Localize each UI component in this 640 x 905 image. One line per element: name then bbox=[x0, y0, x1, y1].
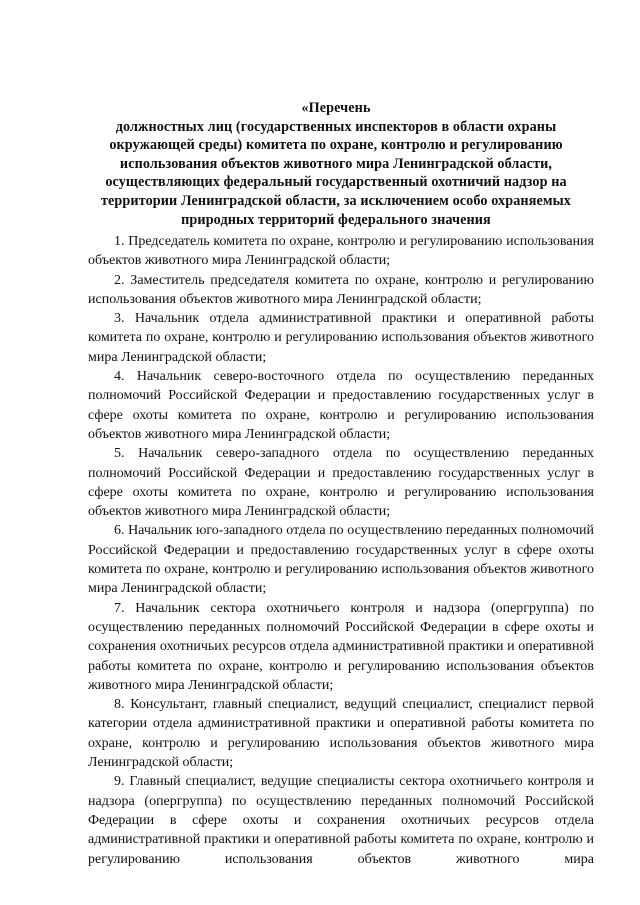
list-item-9: 9. Главный специалист, ведущие специалисты сектора охотничьего контроля и надзора (опергруппа) по осуществлению переданных полномочий Российской Федерации в сфере охоты и сохранения охотничьих ресурсов отдела административной практики и оперативной работы комитета по охране, контролю и регулированию использования объектов животного мира bbox=[88, 774, 594, 867]
list-item-8: 8. Консультант, главный специалист, ведущий специалист, специалист первой категории отдела административной практики и оперативной работы комитета по охране, контролю и регулированию использования объектов животного мира Ленинградской области; bbox=[88, 697, 594, 771]
list-item-3: 3. Начальник отдела административной практики и оперативной работы комитета по охране, контролю и регулированию использования объектов животного мира Ленинградской области; bbox=[88, 311, 594, 365]
heading-line-7: природных территорий федерального значения bbox=[181, 211, 491, 228]
list-item-6: 6. Начальник юго-западного отдела по осуществлению переданных полномочий Российской Федерации и предоставлению государственных услуг в сфере охоты комитета по охране, контролю и регулированию использования объектов животного мира Ленинградской области; bbox=[88, 523, 594, 597]
heading-line-5: осуществляющих федеральный государственный охотничий надзор на bbox=[105, 174, 567, 191]
list-item-5: 5. Начальник северо-западного отдела по осуществлению переданных полномочий Российской Федерации и предоставлению государственных услуг в сфере охоты комитета по охране, контролю и регулированию использования объектов животного мира Ленинградской области; bbox=[88, 446, 594, 520]
heading-line-6: территории Ленинградской области, за исключением особо охраняемых bbox=[100, 192, 572, 209]
list-item-7: 7. Начальник сектора охотничьего контроля и надзора (опергруппа) по осуществлению переданных полномочий Российской Федерации в сфере охоты и сохранения охотничьих ресурсов отдела административной практики и оперативной работы комитета по охране, контролю и регулированию использования объектов животного мира Ленинградской области; bbox=[88, 600, 594, 693]
document-heading bbox=[96, 99, 576, 229]
heading-line-3: окружающей среды) комитета по охране, контролю и регулированию bbox=[109, 137, 563, 154]
list-item-4: 4. Начальник северо-восточного отдела по осуществлению переданных полномочий Российской Федерации и предоставлению государственных услуг в сфере охоты комитета по охране, контролю и регулированию использования объектов животного мира Ленинградской области; bbox=[88, 369, 594, 442]
list-item-2: 2. Заместитель председателя комитета по охране, контролю и регулированию использования объектов животного мира Ленинградской области; bbox=[88, 272, 594, 307]
document-body bbox=[88, 232, 594, 869]
heading-line-4: использования объектов животного мира Ленинградской области, bbox=[119, 155, 553, 172]
heading-line-2: должностных лиц (государственных инспекторов в области охраны bbox=[115, 118, 557, 135]
list-item-1: 1. Председатель комитета по охране, контролю и регулированию использования объектов животного мира Ленинградской области; bbox=[88, 234, 594, 269]
heading-line-1: «Перечень bbox=[301, 100, 371, 116]
